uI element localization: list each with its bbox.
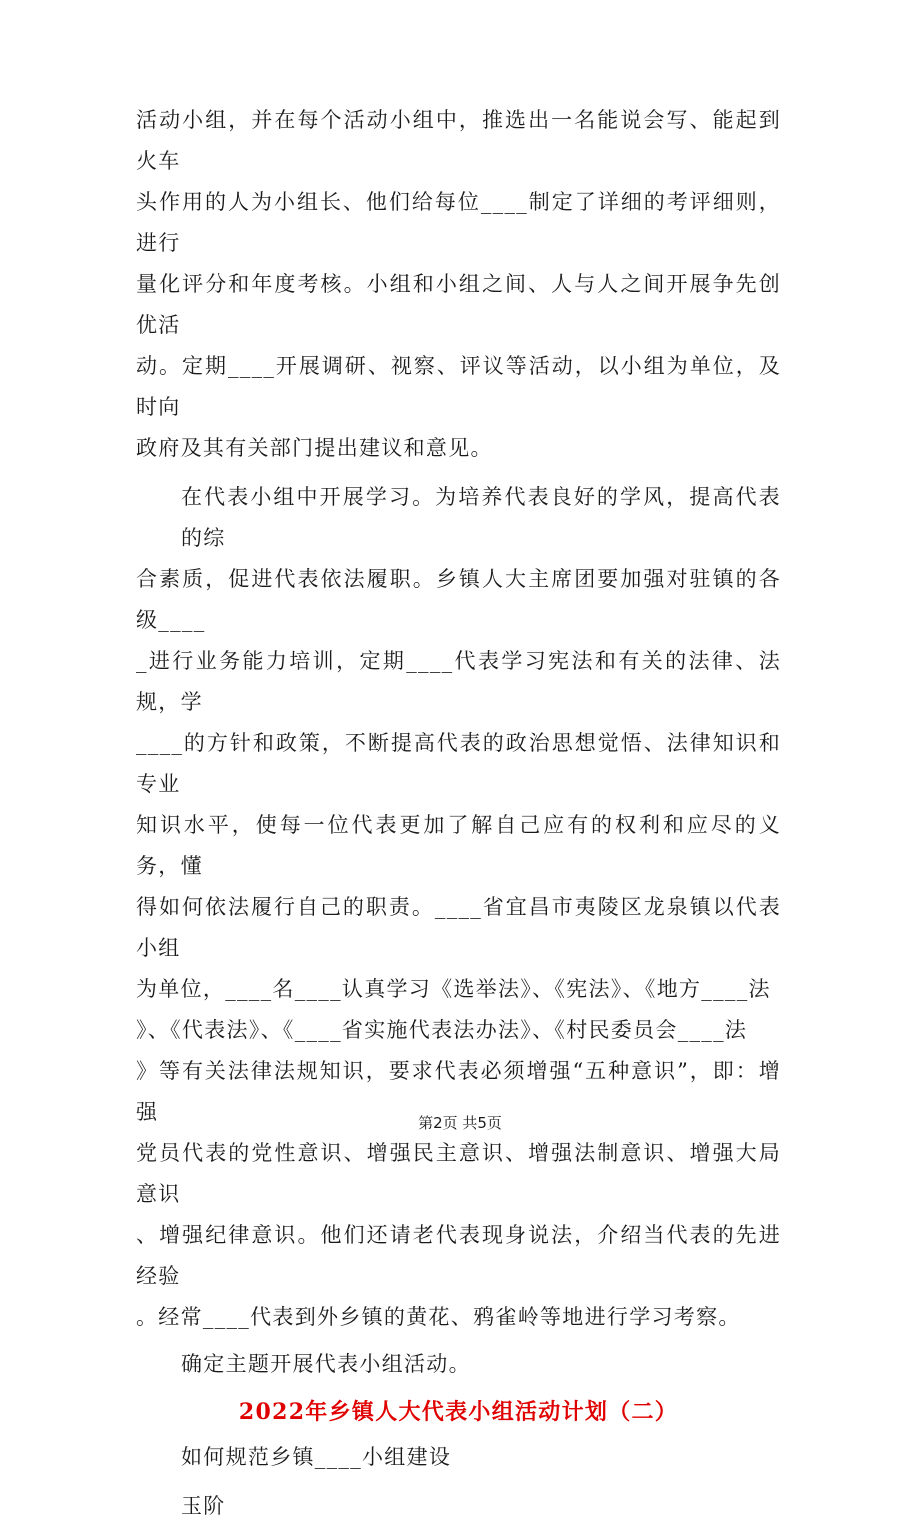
text-line: 确定主题开展代表小组活动。 xyxy=(181,1352,471,1376)
text-line: 在代表小组中开展学习。为培养代表良好的学风，提高代表的综 xyxy=(181,485,781,550)
text-line: 合素质，促进代表依法履职。乡镇人大主席团要加强对驻镇的各级____ xyxy=(136,567,781,632)
page-number: 第2页 共5页 xyxy=(418,1114,502,1132)
text-line: 头作用的人为小组长、他们给每位____制定了详细的考评细则，进行 xyxy=(136,190,781,255)
text-line: 知识水平，使每一位代表更加了解自己应有的权利和应尽的义务，懂 xyxy=(136,813,781,878)
text-line: 动。定期____开展调研、视察、评议等活动，以小组为单位，及时向 xyxy=(136,354,781,419)
section-heading: 2022年乡镇人大代表小组活动计划（二） xyxy=(238,1399,679,1425)
text-line: 为单位，____名____认真学习《选举法》、《宪法》、《地方____法 xyxy=(136,977,771,1001)
text-line: 政府及其有关部门提出建议和意见。 xyxy=(136,436,493,460)
document-body xyxy=(136,100,781,1527)
text-line: 党员代表的党性意识、增强民主意识、增强法制意识、增强大局意识 xyxy=(136,1141,781,1206)
text-line: ____的方针和政策，不断提高代表的政治思想觉悟、法律知识和专业 xyxy=(136,731,781,796)
paragraph-subtitle xyxy=(136,1435,781,1478)
text-line: 活动小组，并在每个活动小组中，推选出一名能说会写、能起到火车 xyxy=(136,108,781,173)
text-line: 》等有关法律法规知识，要求代表必须增强“五种意识”，即：增强 xyxy=(136,1059,781,1124)
text-line: 。经常____代表到外乡镇的黄花、鸦雀岭等地进行学习考察。 xyxy=(136,1305,741,1329)
text-line: 玉阶 xyxy=(181,1494,226,1518)
paragraph-2 xyxy=(136,469,781,1338)
paragraph-author xyxy=(136,1478,781,1527)
text-line: 量化评分和年度考核。小组和小组之间、人与人之间开展争先创优活 xyxy=(136,272,781,337)
text-line: 、增强纪律意识。他们还请老代表现身说法，介绍当代表的先进经验 xyxy=(136,1223,781,1288)
text-line: 》、《代表法》、《____省实施代表法办法》、《村民委员会____法 xyxy=(136,1018,748,1042)
paragraph-1 xyxy=(136,100,781,469)
paragraph-3 xyxy=(136,1338,781,1385)
text-line: _进行业务能力培训，定期____代表学习宪法和有关的法律、法规，学 xyxy=(136,649,781,714)
text-line: 如何规范乡镇____小组建设 xyxy=(181,1445,452,1469)
text-line: 得如何依法履行自己的职责。____省宜昌市夷陵区龙泉镇以代表小组 xyxy=(136,895,781,960)
